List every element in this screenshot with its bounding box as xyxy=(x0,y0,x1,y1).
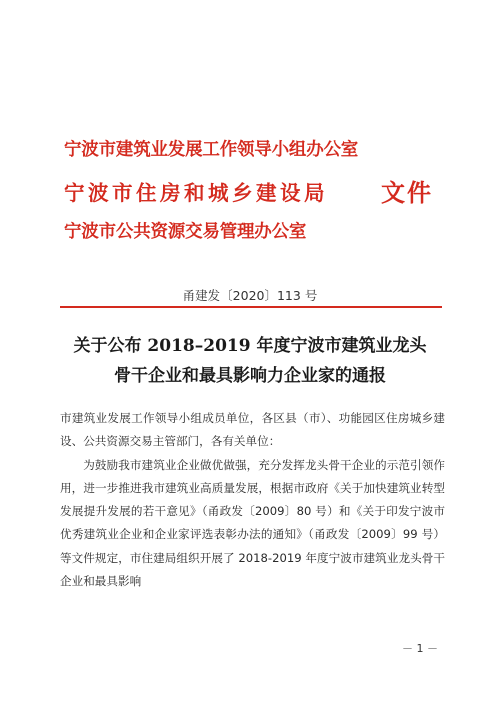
red-divider xyxy=(60,306,442,308)
issuer-line-construction-office: 宁波市建筑业发展工作领导小组办公室 xyxy=(64,140,359,160)
doc-type-label: 文件 xyxy=(381,178,433,207)
body-paragraph-1: 为鼓励我市建筑业企业做优做强，充分发挥龙头骨干企业的示范引领作用，进一步推进我市建筑业高质量发展，根据市政府《关于加快建筑业转型发展提升发展的若干意见》（甬政发〔2009〕80 号）和《关于印发宁波市优秀建筑业企业和企业家评选表彰办法的通知》（甬政发〔2009〕99 号）等文件规定，市住建局组织开展了 2018-2019 年度宁波市建筑业龙头骨干企业和最具影响 xyxy=(60,457,445,589)
salutation: 市建筑业发展工作领导小组成员单位，各区县（市）、功能园区住房城乡建设、公共资源交易主管部门，各有关单位： xyxy=(60,411,445,449)
document-title-line1: 关于公布 2018–2019 年度宁波市建筑业龙头 xyxy=(73,336,427,356)
document-body xyxy=(60,407,445,593)
issuer-line-housing-bureau: 宁波市住房和城乡建设局 xyxy=(64,181,328,205)
document-title-line2: 骨干企业和最具影响力企业家的通报 xyxy=(114,366,386,386)
page-number: － 1 － xyxy=(402,642,438,655)
issuer-line-trading-office: 宁波市公共资源交易管理办公室 xyxy=(64,222,307,242)
document-number: 甬建发〔2020〕113 号 xyxy=(182,288,318,303)
